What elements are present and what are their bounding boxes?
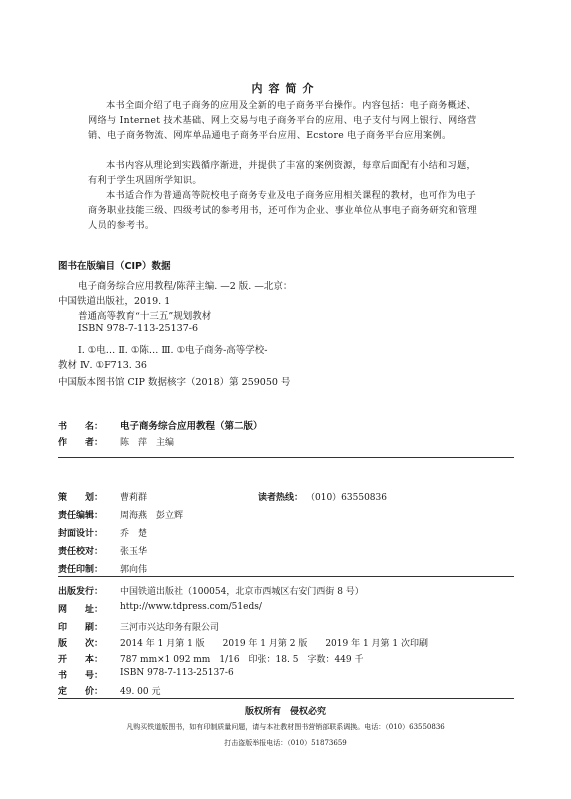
cover-design-value: 乔 楚 [120,529,148,539]
divider-3 [58,698,514,699]
cip-line-2: 中国铁道出版社，2019. 1 [58,296,171,307]
cip-line-4: ISBN 978-7-113-25137-6 [78,323,198,334]
cip-line-3: 普通高等教育“十三五”规划教材 [78,311,212,322]
edition-label: 版 次： [58,639,104,649]
print-manager-value: 郭向伟 [120,565,148,575]
book-title-label: 书 名： [58,422,104,432]
url-value: http://www.tdpress.com/51eds/ [120,602,262,612]
editor-value: 周海燕 彭立辉 [120,511,184,521]
replacement-notice: 凡购买铁道版图书，如有印制质量问题，请与本社教材图书营销部联系调换。电话：（010）63550836 [126,723,445,731]
planner-value: 曹莉群 [120,493,148,503]
summary-title: 内容简介 [251,82,320,95]
format-label: 开 本： [58,655,104,665]
print-manager-label: 责任印制： [58,565,104,575]
publisher-label: 出版发行： [58,587,104,597]
isbn-value: ISBN 978-7-113-25137-6 [120,668,234,678]
cip-line-7: 中国版本图书馆 CIP 数据核字（2018）第 259050 号 [58,377,291,388]
cip-line-1: 电子商务综合应用教程/陈萍主编. —2 版. —北京： [78,281,293,292]
proofreader-label: 责任校对： [58,547,104,557]
url-label: 网 址： [58,605,104,615]
printer-label: 印 刷： [58,623,104,633]
printer-value: 三河市兴达印务有限公司 [120,623,220,633]
divider-2 [58,576,514,577]
divider-1 [58,457,514,458]
hotline-label: 读者热线： [258,493,304,503]
author-label: 作 者： [58,438,104,448]
summary-paragraph-1: 本书全面介绍了电子商务的应用及全新的电子商务平台操作。内容包括：电子商务概述、网络与 Internet 技术基础、网上交易与电子商务平台的应用、电子支付与网上银行、网络营销、电子商务物流、网库单品通电子商务平台应用、Ecstore 电子商务平台应用案例。 [88,100,477,141]
summary-paragraph-2: 本书内容从理论到实践循序渐进，并提供了丰富的案例资源，每章后面配有小结和习题，有利于学生巩固所学知识。 [88,160,477,186]
summary-paragraph-3: 本书适合作为普通高等院校电子商务专业及电子商务应用相关课程的教材，也可作为电子商务职业技能三级、四级考试的参考用书，还可作为企业、事业单位从事电子商务研究和管理人员的参考书。 [88,190,477,231]
cip-line-6: 教材 Ⅳ. ①F713. 36 [58,360,147,371]
publisher-value: 中国铁道出版社（100054，北京市西城区右安门西街 8 号） [120,587,364,597]
book-title-value: 电子商务综合应用教程（第二版） [120,421,263,432]
isbn-label: 书 号： [58,671,104,681]
cip-line-5: Ⅰ. ①电… Ⅱ. ①陈… Ⅲ. ①电子商务-高等学校- [78,345,268,356]
author-value: 陈 萍 主编 [120,438,175,448]
piracy-hotline: 打击盗版举报电话：（010）51873659 [224,739,347,747]
cover-design-label: 封面设计： [58,529,104,539]
format-value: 787 mm×1 092 mm 1/16 印张：18. 5 字数：449 千 [120,655,364,665]
proofreader-value: 张玉华 [120,547,148,557]
price-label: 定 价： [58,687,104,697]
cip-heading: 图书在版编目（CIP）数据 [58,261,171,272]
editor-label: 责任编辑： [58,511,104,521]
copyright-notice: 版权所有 侵权必究 [244,707,326,717]
edition-value: 2014 年 1 月第 1 版 2019 年 1 月第 2 版 2019 年 1 月第 1 次印刷 [120,639,428,649]
hotline-value: （010）63550836 [306,493,387,503]
price-value: 49. 00 元 [120,687,161,697]
planner-label: 策 划： [58,493,104,503]
